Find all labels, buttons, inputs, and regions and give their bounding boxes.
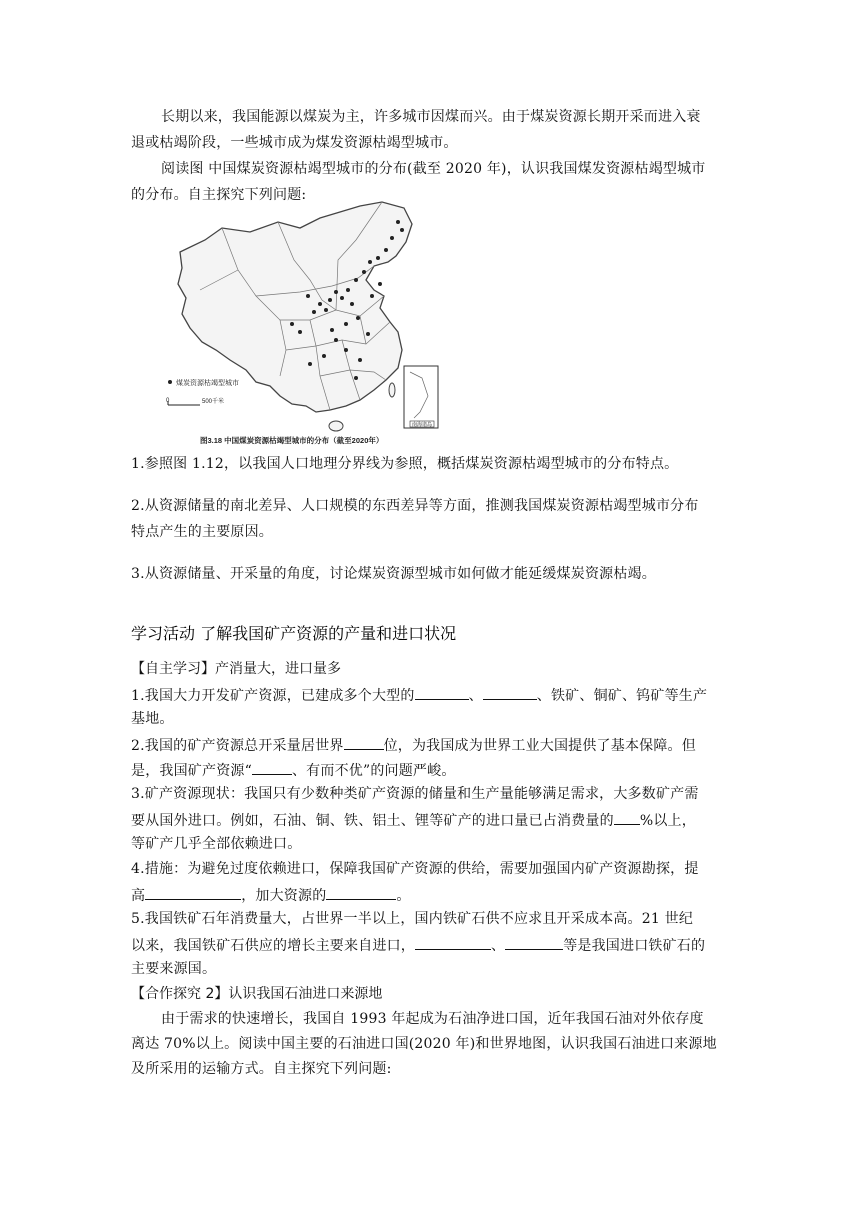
question-2-line: 特点产生的主要原因。 — [131, 524, 273, 540]
scale-label: 500千米 — [202, 399, 225, 405]
activity-line-5-cont: 以来，我国铁矿石供应的增长主要来自进口， 、 等是我国进口铁矿石的 — [131, 935, 731, 955]
fill-blank[interactable] — [344, 735, 384, 750]
intro-paragraph-line: 的分布。自主探究下列问题: — [131, 187, 307, 203]
question-2-line: 2.从资源储量的南北差异、人口规模的东西差异等方面，推测我国煤炭资源枯竭型城市分布 — [131, 498, 699, 514]
hainan-island — [329, 421, 343, 431]
coop-paragraph-line: 及所采用的运输方式。自主探究下列问题: — [131, 1061, 392, 1077]
fill-blank[interactable] — [145, 885, 241, 900]
map-legend: 煤炭资源枯竭型城市 — [176, 380, 239, 387]
activity-line-4: 4.措施：为避免过度依赖进口，保障我国矿产资源的供给，需要加强国内矿产资源勘探，提 — [131, 861, 699, 877]
inset-label: 南海诸岛 — [412, 422, 433, 428]
activity-line-1: 1.我国大力开发矿产资源，已建成多个大型的 、 、铁矿、铜矿、钨矿等生产 — [131, 685, 731, 705]
activity-line-5-cont: 主要来源国。 — [131, 961, 217, 977]
question-3: 3.从资源储量、开采量的角度，讨论煤炭资源型城市如何做才能延缓煤炭资源枯竭。 — [131, 566, 656, 582]
fill-blank[interactable] — [326, 885, 396, 900]
activity-line-3-cont: 要从国外进口。例如，石油、铜、铁、铝土、锂等矿产的进口量已占消费量的 %以上， — [131, 810, 731, 830]
activity-heading: 学习活动 了解我国矿产资源的产量和进口状况 — [131, 624, 457, 643]
fill-blank[interactable] — [415, 935, 491, 950]
legend-dot — [168, 380, 172, 384]
fill-blank[interactable] — [252, 760, 292, 775]
map-drawing — [160, 200, 440, 448]
coop-heading: 【合作探究 2】认识我国石油进口来源地 — [131, 986, 383, 1002]
activity-line-2-cont: 是，我国矿产资源“ 、有而不优”的问题严峻。 — [131, 760, 731, 780]
fill-blank[interactable] — [483, 685, 537, 700]
taiwan-island — [389, 383, 395, 397]
intro-paragraph-line: 退或枯竭阶段，一些城市成为煤发资源枯竭型城市。 — [131, 135, 458, 151]
china-coal-city-map — [160, 200, 440, 448]
activity-line-3-cont: 等矿产几乎全部依赖进口。 — [131, 836, 302, 852]
fill-blank[interactable] — [505, 935, 563, 950]
coop-paragraph-line: 由于需求的快速增长，我国自 1993 年起成为石油净进口国，近年我国石油对外依存度 — [161, 1011, 704, 1027]
activity-line-3: 3.矿产资源现状：我国只有少数种类矿产资源的储量和生产量能够满足需求，大多数矿产需 — [131, 786, 699, 802]
coop-paragraph-line: 离达 70%以上。阅读中国主要的石油进口国(2020 年)和世界地图，认识我国石油进口来源地 — [131, 1036, 717, 1052]
fill-blank[interactable] — [614, 810, 640, 825]
activity-line-4-cont: 高 ，加大资源的 。 — [131, 885, 731, 905]
map-caption: 图3.18 中国煤炭资源枯竭型城市的分布（截至2020年） — [200, 436, 384, 445]
intro-paragraph-line: 阅读图 中国煤炭资源枯竭型城市的分布(截至 2020 年)，认识我国煤发资源枯竭型城市 — [161, 161, 706, 177]
south-sea-inset — [404, 366, 438, 428]
intro-paragraph-line: 长期以来，我国能源以煤炭为主，许多城市因煤而兴。由于煤炭资源长期开采而进入衰 — [161, 109, 701, 125]
activity-line-2: 2.我国的矿产资源总开采量居世界 位，为我国成为世界工业大国提供了基本保障。但 — [131, 735, 731, 755]
self-study-heading: 【自主学习】产消量大，进口量多 — [131, 661, 341, 677]
activity-line-1-cont: 基地。 — [131, 711, 174, 727]
fill-blank[interactable] — [415, 685, 469, 700]
question-1: 1.参照图 1.12，以我国人口地理分界线为参照，概括煤炭资源枯竭型城市的分布特点。 — [131, 456, 679, 472]
scale-zero: 0 — [166, 398, 170, 404]
activity-line-5: 5.我国铁矿石年消费量大，占世界一半以上，国内铁矿石供不应求且开采成本高。21 世纪 — [131, 911, 694, 927]
